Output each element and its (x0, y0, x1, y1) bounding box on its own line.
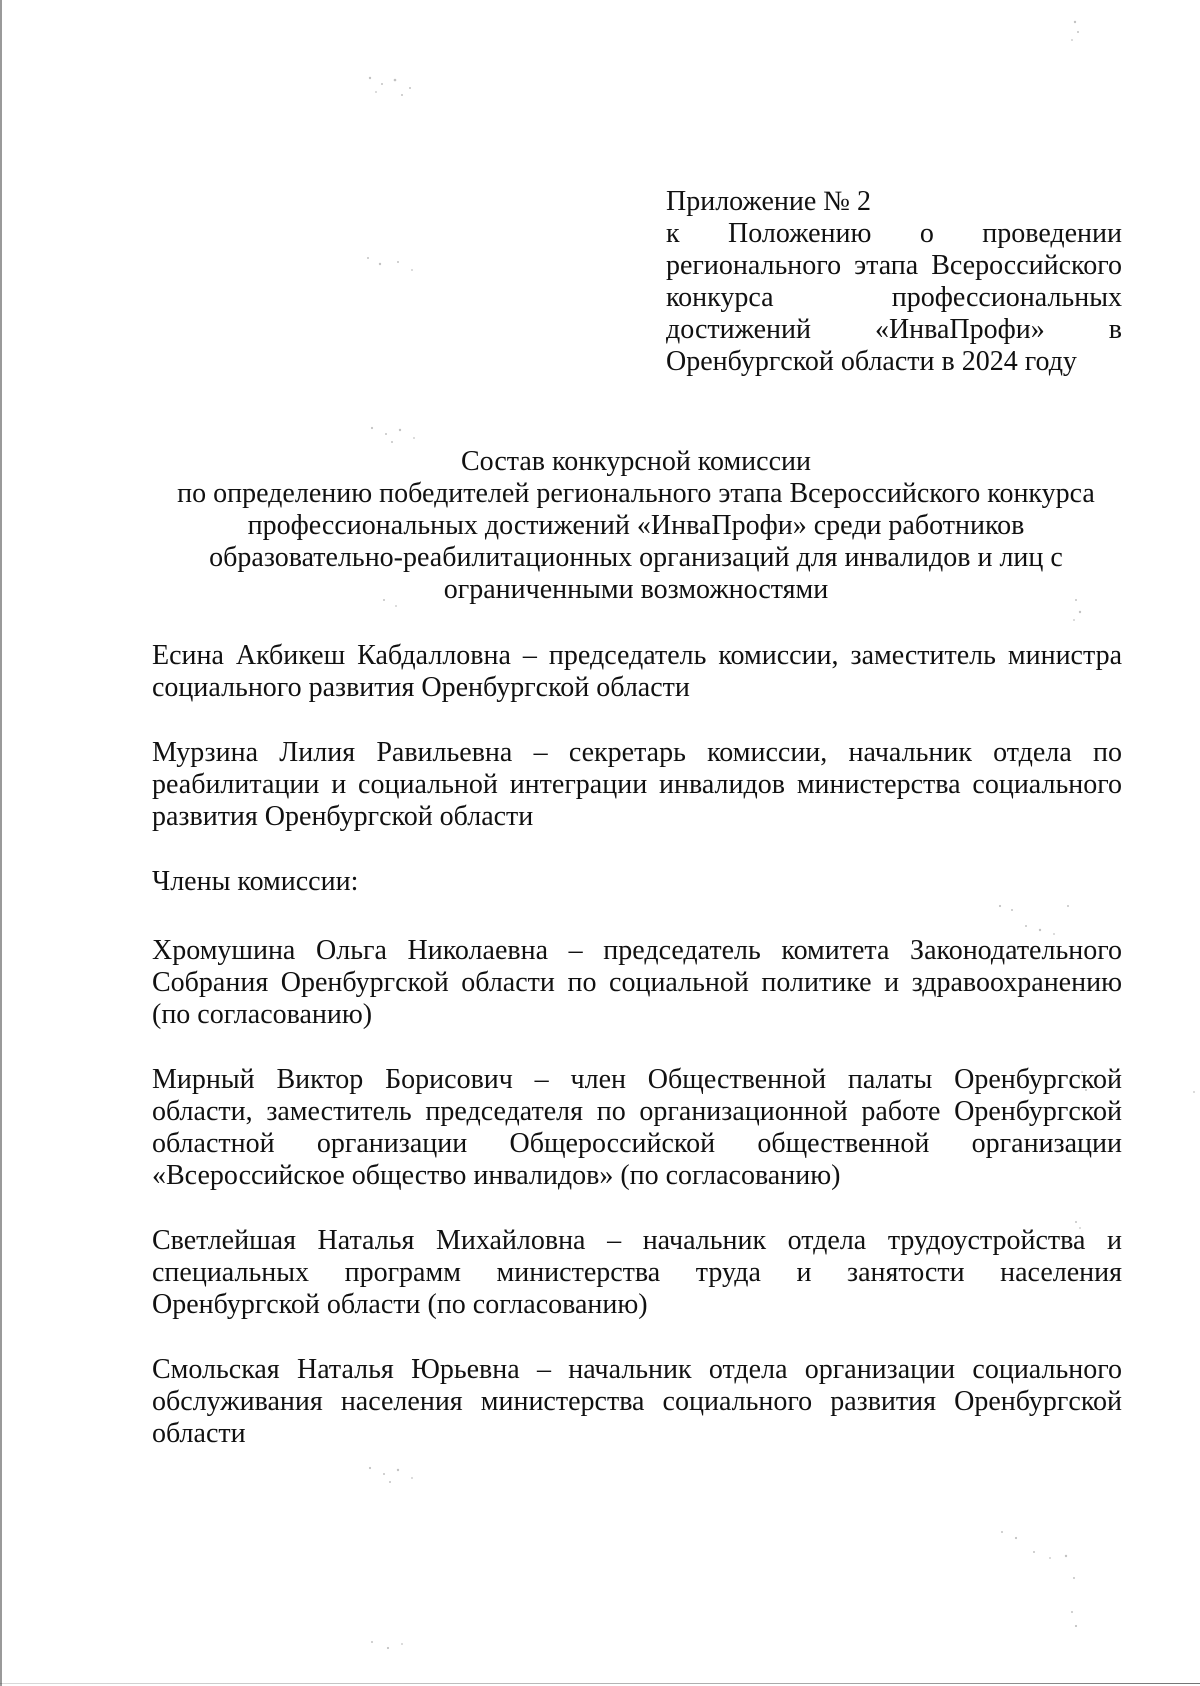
heading-line-5: ограниченными возможностями (443, 574, 829, 605)
commission-list (152, 640, 1122, 1483)
scan-bottom-edge (0, 1683, 1200, 1684)
heading-line-4: образовательно-реабилитационных организаций для инвалидов и лиц с (209, 542, 1063, 573)
member-entry: Светлейшая Наталья Михайловна – начальник отдела трудоустройства и специальных программ министерства труда и занятости населения Оренбургской области (по согласованию) (152, 1225, 1122, 1320)
appendix-title: Приложение № 2 (666, 186, 871, 217)
member-entry: Хромушина Ольга Николаевна – председатель комитета Законодательного Собрания Оренбургской области по социальной политике и здравоохранению (по согласованию) (152, 935, 1122, 1030)
secretary-entry: Мурзина Лилия Равильевна – секретарь комиссии, начальник отдела по реабилитации и социальной интеграции инвалидов министерства социального развития Оренбургской области (152, 737, 1122, 832)
scan-left-edge (0, 0, 2, 1686)
member-entry: Мирный Виктор Борисович – член Общественной палаты Оренбургской области, заместитель председателя по организационной работе Оренбургской областной организации Общероссийской общественной организации «Всероссийское общество инвалидов» (по согласованию) (152, 1064, 1122, 1191)
heading-line-3: профессиональных достижений «ИнваПрофи» среди работников (247, 510, 1025, 541)
member-entry: Смольская Наталья Юрьевна – начальник отдела организации социального обслуживания населения министерства социального развития Оренбургской области (152, 1354, 1122, 1449)
members-label: Члены комиссии: (152, 866, 359, 897)
document-heading (152, 446, 1120, 606)
heading-line-2: по определению победителей регионального этапа Всероссийского конкурса (177, 478, 1095, 509)
appendix-block (666, 186, 1122, 378)
chair-entry: Есина Акбикеш Кабдалловна – председатель комиссии, заместитель министра социального развития Оренбургской области (152, 640, 1122, 703)
heading-line-1: Состав конкурсной комиссии (461, 446, 811, 477)
appendix-reference: к Положению о проведении регионального этапа Всероссийского конкурса профессиональных достижений «ИнваПрофи» в Оренбургской области в 2024 году (666, 218, 1122, 377)
